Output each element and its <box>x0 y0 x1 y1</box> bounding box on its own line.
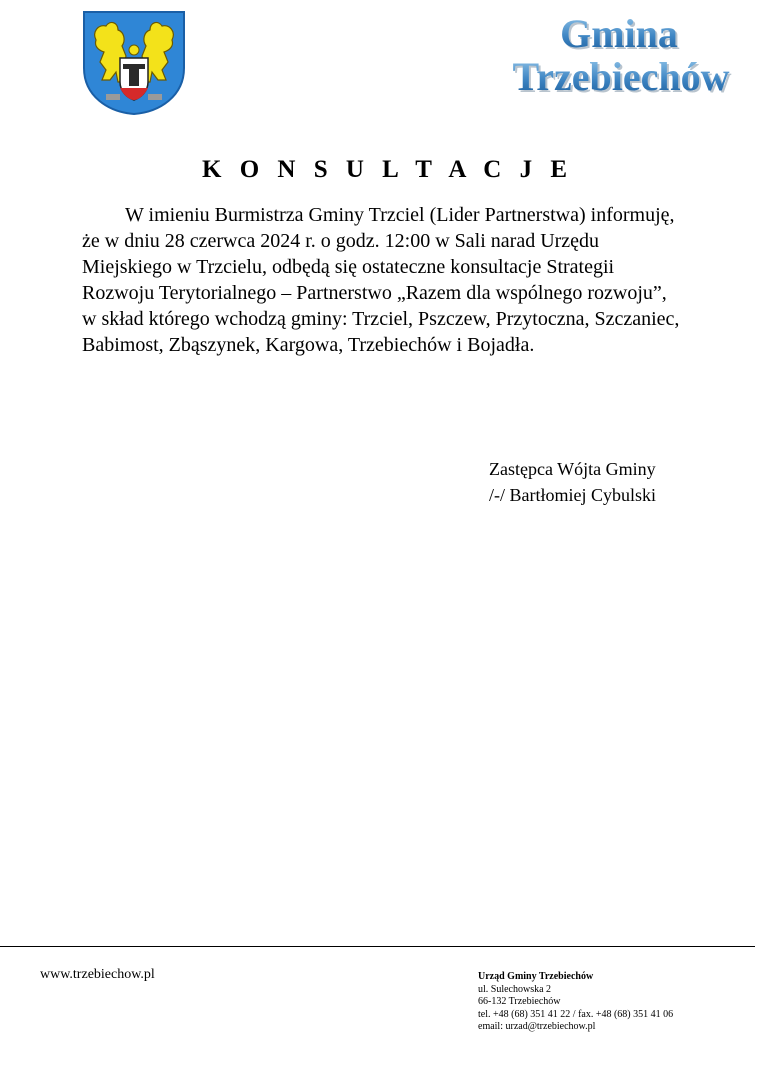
signature-name: /-/ Bartłomiej Cybulski <box>489 485 656 505</box>
brand-line-2: Trzebiechów <box>482 57 760 97</box>
footer-website-link[interactable]: www.trzebiechow.pl <box>40 967 155 982</box>
footer-address-block <box>478 971 673 1034</box>
brand-line-1: Gmina <box>478 14 760 54</box>
announcement-paragraph: W imieniu Burmistrza Gminy Trzciel (Lider Partnerstwa) informuję, że w dniu 28 czerwca 2024 r. o godz. 12:00 w Sali narad Urzędu Miejskiego w Trzcielu, odbędą się ostateczne konsultacje Strategii Rozwoju Terytorialnego – Partnerstwo „Razem dla wspólnego rozwoju”, w skład którego wchodzą gminy: Trzciel, Pszczew, Przytoczna, Szczaniec, Babimost, Zbąszynek, Kargowa, Trzebiechów i Bojadła. <box>82 204 680 356</box>
footer-street: ul. Sulechowska 2 <box>478 983 552 995</box>
footer-postal: 66-132 Trzebiechów <box>478 996 561 1007</box>
document-title: K O N S U L T A C J E <box>202 156 573 183</box>
footer-org-name: Urząd Gminy Trzebiechów <box>478 971 594 982</box>
footer-email[interactable]: email: urzad@trzebiechow.pl <box>478 1021 596 1032</box>
municipality-wordmark <box>470 11 760 99</box>
footer-divider <box>0 946 755 947</box>
signature-title: Zastępca Wójta Gminy <box>489 459 656 479</box>
coat-of-arms-graphic <box>82 10 186 116</box>
coat-of-arms-icon <box>82 10 186 116</box>
announcement-body <box>82 202 682 358</box>
footer-phone: tel. +48 (68) 351 41 22 / fax. +48 (68) 351 41 06 <box>478 1008 674 1020</box>
signature-block <box>489 456 656 508</box>
